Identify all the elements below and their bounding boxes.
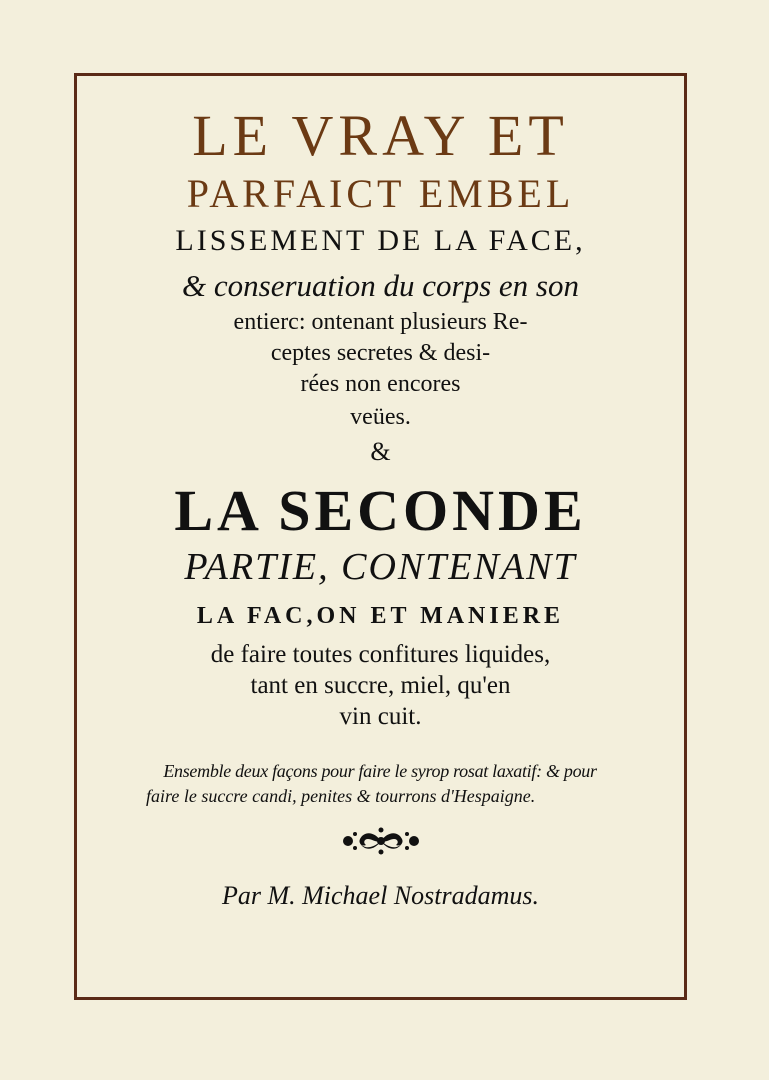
ensemble-note-line-2: faire le succre candi, penites & tourrons d'Hespaigne. xyxy=(146,786,536,806)
subtitle-line-3: ceptes secretes & desi- xyxy=(270,340,491,366)
second-subtitle-line-2: tant en succre, miel, qu'en xyxy=(250,672,511,699)
second-title-line-2: PARTIE, CONTENANT xyxy=(184,546,577,588)
ampersand: & xyxy=(370,437,391,466)
ensemble-note-line-1: Ensemble deux façons pour faire le syrop rosat laxatif: & pour xyxy=(163,761,597,781)
author-line: Par M. Michael Nostradamus. xyxy=(221,881,540,910)
subtitle-line-2: entierc: ontenant plusieurs Re- xyxy=(233,309,528,335)
title-line-1: LE VRAY ET xyxy=(192,103,569,168)
fleuron-ornament-icon xyxy=(336,825,426,857)
second-subtitle-line-3: vin cuit. xyxy=(339,703,422,730)
second-title-line-3: LA FAC,ON ET MANIERE xyxy=(196,603,565,629)
second-subtitle-line-1: de faire toutes confitures liquides, xyxy=(210,641,551,668)
title-line-3: LISSEMENT DE LA FACE, xyxy=(175,224,586,257)
second-title-line-1: LA SECONDE xyxy=(174,478,587,543)
subtitle-line-1: & conseruation du corps en son xyxy=(182,268,579,303)
title-line-2: PARFAICT EMBEL xyxy=(186,171,575,216)
subtitle-line-5: veües. xyxy=(350,404,411,430)
subtitle-line-4: rées non encores xyxy=(300,371,461,397)
